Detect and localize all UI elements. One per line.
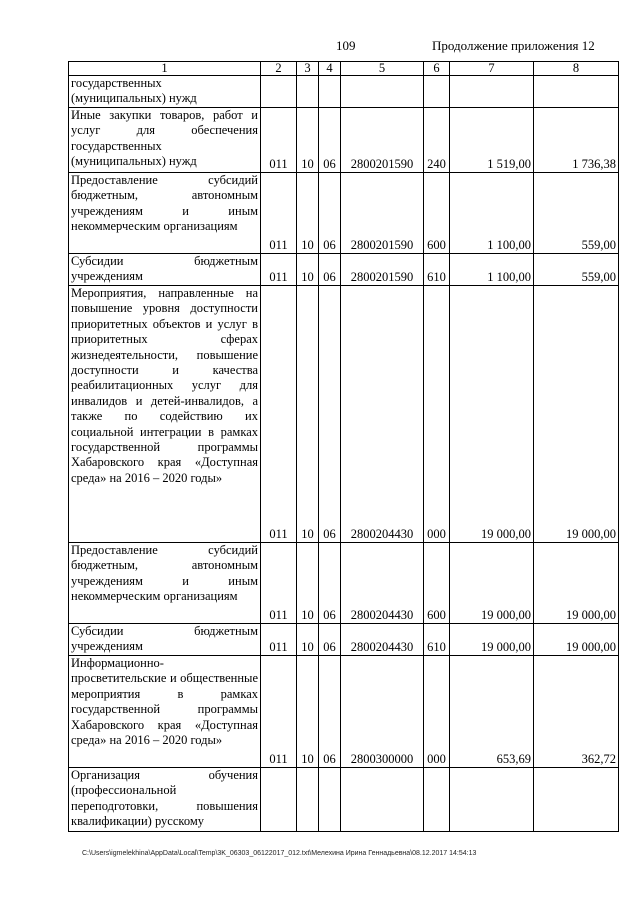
cell-value: 06 [319, 173, 341, 254]
cell-value: 19 000,00 [534, 624, 619, 656]
cell-value: 2800201590 [341, 108, 424, 173]
column-header: 1 [69, 62, 261, 76]
cell-value: 011 [261, 624, 297, 656]
cell-value: 06 [319, 624, 341, 656]
row-name: Информационно-просветительские и общественные мероприятия в рамках государственной программы Хабаровского края «Доступная среда» на 2016 – 2020 годы» [69, 656, 261, 768]
table-row [69, 768, 619, 832]
cell-value: 10 [297, 173, 319, 254]
cell-value: 240 [424, 108, 450, 173]
cell-value: 19 000,00 [534, 543, 619, 624]
cell-value: 10 [297, 254, 319, 286]
cell-value: 559,00 [534, 254, 619, 286]
row-name: Мероприятия, направленные на повышение уровня доступности приоритетных объектов и услуг в приоритетных сферах жизнедеятельности, повышение доступности и качества реабилитационных услуг для инвалидов и детей-инвалидов, а также по содействию их социальной интеграции в рамках государственной программы Хабаровского края «Доступная среда» на 2016 – 2020 годы» [69, 286, 261, 543]
column-header: 8 [534, 62, 619, 76]
cell-value: 000 [424, 286, 450, 543]
cell-value: 559,00 [534, 173, 619, 254]
cell-value [261, 76, 297, 108]
cell-value: 610 [424, 254, 450, 286]
column-header: 4 [319, 62, 341, 76]
cell-value: 1 519,00 [450, 108, 534, 173]
cell-value [297, 76, 319, 108]
cell-value: 2800201590 [341, 173, 424, 254]
cell-value: 362,72 [534, 656, 619, 768]
row-name: Предоставление субсидий бюджетным, автономным учреждениям и иным некоммерческим организациям [69, 543, 261, 624]
column-header: 6 [424, 62, 450, 76]
page-number: 109 [336, 38, 356, 53]
cell-value: 19 000,00 [450, 286, 534, 543]
row-name: Субсидии бюджетным учреждениям [69, 254, 261, 286]
cell-value: 011 [261, 656, 297, 768]
file-path-footer: C:\Users\igmelekhina\AppData\Local\Temp\3K_06303_06122017_012.txt\Мелехина Ирина Геннадьевна\08.12.2017 14:54:13 [82, 850, 477, 857]
column-header: 7 [450, 62, 534, 76]
cell-value [424, 768, 450, 832]
cell-value [450, 76, 534, 108]
cell-value: 011 [261, 543, 297, 624]
cell-value: 011 [261, 108, 297, 173]
cell-value: 10 [297, 543, 319, 624]
cell-value: 2800201590 [341, 254, 424, 286]
cell-value: 10 [297, 108, 319, 173]
cell-value [450, 768, 534, 832]
row-name: Предоставление субсидий бюджетным, автономным учреждениям и иным некоммерческим организациям [69, 173, 261, 254]
cell-value: 06 [319, 286, 341, 543]
table-row [69, 173, 619, 254]
cell-value: 19 000,00 [450, 543, 534, 624]
budget-table [68, 61, 619, 832]
cell-value [319, 76, 341, 108]
column-header: 3 [297, 62, 319, 76]
cell-value: 10 [297, 286, 319, 543]
table-row [69, 543, 619, 624]
cell-value [261, 768, 297, 832]
row-name: Организация обучения (профессиональной переподготовки, повышения квалификации) русскому [69, 768, 261, 832]
cell-value: 011 [261, 286, 297, 543]
table-row [69, 76, 619, 108]
table-row [69, 108, 619, 173]
cell-value: 011 [261, 173, 297, 254]
table-row [69, 624, 619, 656]
cell-value: 600 [424, 543, 450, 624]
row-name: Субсидии бюджетным учреждениям [69, 624, 261, 656]
table-row [69, 286, 619, 543]
cell-value: 2800204430 [341, 286, 424, 543]
cell-value [534, 76, 619, 108]
cell-value: 10 [297, 656, 319, 768]
cell-value [319, 768, 341, 832]
table-row [69, 656, 619, 768]
cell-value [341, 76, 424, 108]
cell-value: 06 [319, 254, 341, 286]
row-name: Иные закупки товаров, работ и услуг для обеспечения государственных (муниципальных) нужд [69, 108, 261, 173]
cell-value: 653,69 [450, 656, 534, 768]
cell-value: 06 [319, 108, 341, 173]
cell-value: 1 736,38 [534, 108, 619, 173]
cell-value: 2800204430 [341, 624, 424, 656]
cell-value: 600 [424, 173, 450, 254]
cell-value: 011 [261, 254, 297, 286]
row-name: государственных (муниципальных) нужд [69, 76, 261, 108]
cell-value: 000 [424, 656, 450, 768]
cell-value: 10 [297, 624, 319, 656]
column-header: 5 [341, 62, 424, 76]
cell-value: 06 [319, 543, 341, 624]
cell-value [341, 768, 424, 832]
cell-value: 610 [424, 624, 450, 656]
cell-value: 2800300000 [341, 656, 424, 768]
column-header: 2 [261, 62, 297, 76]
cell-value: 1 100,00 [450, 254, 534, 286]
cell-value: 19 000,00 [534, 286, 619, 543]
cell-value: 2800204430 [341, 543, 424, 624]
cell-value [534, 768, 619, 832]
cell-value: 06 [319, 656, 341, 768]
table-row [69, 254, 619, 286]
appendix-continuation-label: Продолжение приложения 12 [432, 38, 595, 53]
cell-value: 19 000,00 [450, 624, 534, 656]
cell-value [297, 768, 319, 832]
cell-value: 1 100,00 [450, 173, 534, 254]
cell-value [424, 76, 450, 108]
table-header-row [69, 62, 619, 76]
